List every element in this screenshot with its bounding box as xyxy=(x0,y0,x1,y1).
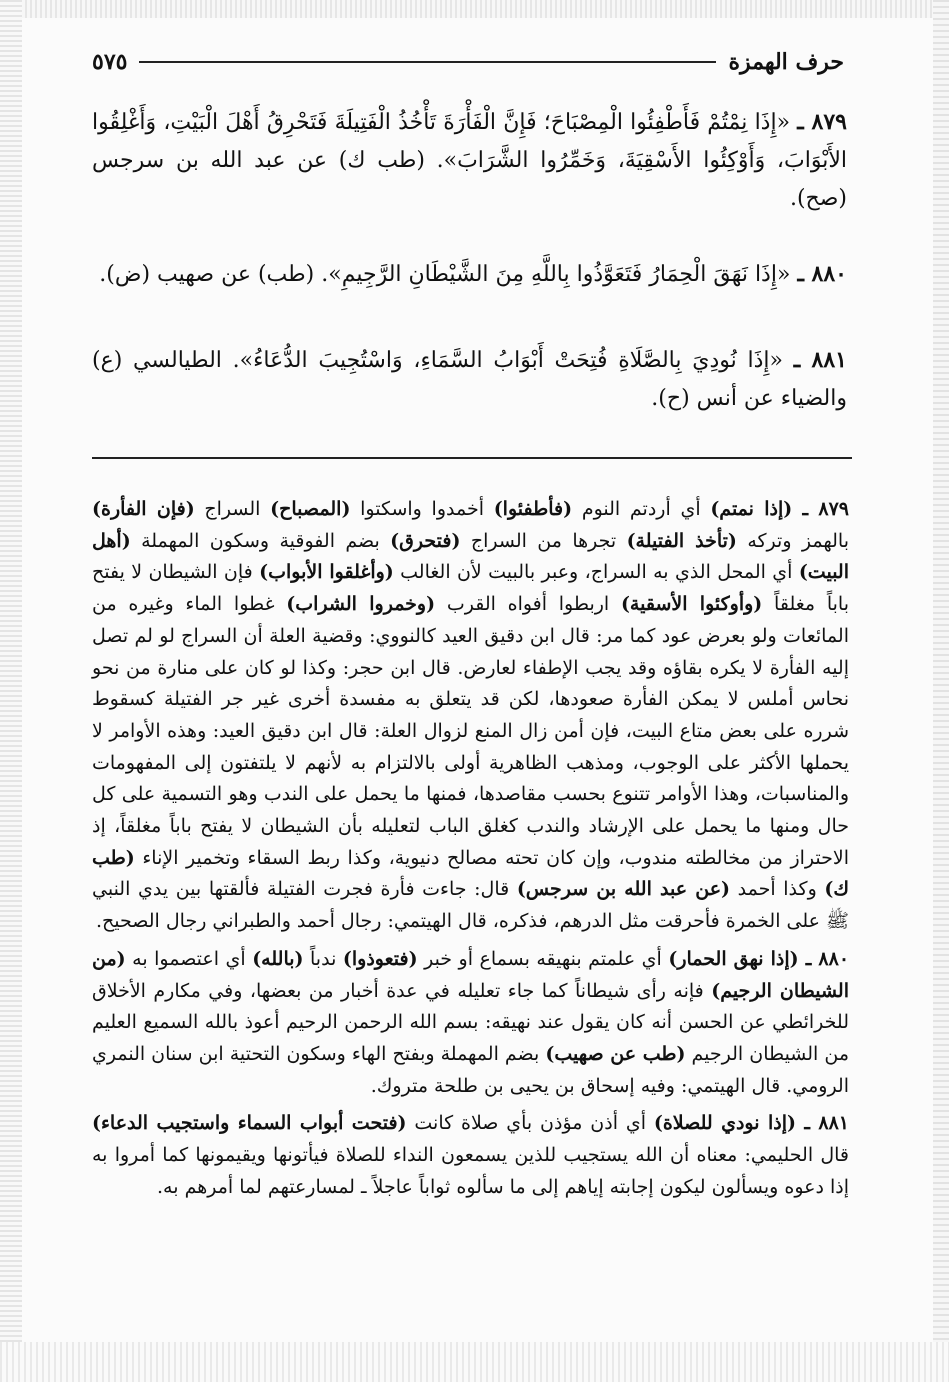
commentary-quoted-term: (إذا نودي للصلاة) xyxy=(653,1112,796,1135)
commentary-quoted-term: (طب ك) xyxy=(92,846,850,901)
commentary-text: أي أردتم النوم xyxy=(572,498,711,520)
scan-edge-top xyxy=(0,0,949,18)
hadith-879 xyxy=(92,103,847,218)
commentary-quoted-term: (أهل البيت) xyxy=(92,529,849,584)
hadith-text: «إِذَا نَهَقَ الْحِمَارُ فَتَعَوَّذُوا بِاللَّهِ مِنَ الشَّيْطَانِ الرَّجِيمِ». (طب) عن صهيب (ض). xyxy=(99,262,791,287)
commentary-text: أي أذن مؤذن بأي صلاة كانت xyxy=(406,1112,654,1135)
commentary-text: أخمدوا واسكتوا xyxy=(350,498,494,520)
header-rule xyxy=(139,61,716,63)
scan-edge-left xyxy=(0,0,22,1382)
hadith-text: «إِذَا نِمْتُمْ فَأَطْفِئُوا الْمِصْبَاحَ؛ فَإِنَّ الْفَأْرَةَ تَأْخُذُ الْفَتِيلَةَ فَتَحْرِقُ أَهْلَ الْبَيْتِ، وَأَغْلِقُوا الأَبْوَابَ، وَأَوْكِئُوا الأَسْقِيَةَ، وَخَمِّرُوا الشَّرَابَ». (طب ك) عن عبد الله بن سرجس (صح). xyxy=(92,110,847,211)
hadith-881 xyxy=(92,341,847,418)
commentary-text: ندباً xyxy=(303,947,343,970)
commentary-quoted-term: (فإن الفأرة) xyxy=(92,498,195,520)
commentary-quoted-term: (إذا نهق الحمار) xyxy=(668,947,799,970)
commentary-quoted-term: (بالله) xyxy=(252,947,304,970)
hadith-number: ٨٧٩ ـ xyxy=(797,109,847,135)
commentary-number: ٨٨٠ ـ xyxy=(798,947,850,970)
commentary-text: أي اعتصموا به xyxy=(125,947,253,970)
hadith-number: ٨٨٠ ـ xyxy=(797,261,847,287)
commentary-quoted-term: (وخمروا الشراب) xyxy=(286,593,436,616)
commentary-text: غطوا الماء وغيره من المائعات ولو بعرض عود كما مر: قال ابن دقيق العيد كالنووي: وقضية العلة أن السراج لو لم تصل إليه الفأرة لا يكره بقاؤه وقد يجب الإطفاء لعارض. قال ابن حجر: وكذا لو كان على منارة من نحو نحاس أملس لا يمكن الفأرة صعودها، لكن قد يتعلق به مفسدة أخرى غير جر الفتيلة كسقوط شرره على بعض متاع البيت، فإن أمن زال المنع لزوال العلة: قال ابن دقيق العيد: وهذه الأوامر لا يحملها الأكثر على الوجوب، ومذهب الظاهرية أولى بالالتزام به لأنهم لا يلتفتون إلى المفهومات والمناسبات، وهذا الأوامر تتنوع بحسب مقاصدها، فمنها ما يحمل على الندب وهو التسمية على كل حال ومنها ما يحمل على الإرشاد والندب كغلق الباب لتعليله بأن الشيطان لا يفتح باباً مغلقاً، إذ الاحتراز من مخالطته مندوب، وإن كان تحته مصالح دنيوية، وكذا ربط السقاء وتخمير الإناء xyxy=(92,593,849,869)
commentary-text: قال الحليمي: معناه أن الله يستجيب للذين يسمعون النداء للصلاة فيأتونها ويقيمونها كما أمروا به إذا دعوه ويسألون ليكون إجابته إياهم إلى ما سألوه ثواباً عاجلاً ـ لمسارعتهم لما أمرهم به. xyxy=(92,1144,849,1198)
scan-edge-bottom xyxy=(0,1342,949,1382)
commentary-text: بضم المهملة وبفتح الهاء وسكون التحتية ابن سنان النمري الرومي. قال الهيتمي: وفيه إسحاق بن يحيى بن طلحة متروك. xyxy=(92,1042,849,1097)
commentary-quoted-term: (فتحرق) xyxy=(390,529,461,552)
commentary-quoted-term: (فأطفئوا) xyxy=(493,498,573,520)
commentary-paragraph xyxy=(92,494,849,938)
commentary-text: تجرها من السراج xyxy=(460,529,627,552)
commentary-quoted-term: (المصباح) xyxy=(270,498,351,520)
page-number: ٥٧٥ xyxy=(92,49,128,75)
commentary-section xyxy=(92,494,849,1209)
commentary-quoted-term: (عن عبد الله بن سرجس) xyxy=(516,878,731,901)
commentary-text: قال: جاءت فأرة فجرت الفتيلة فألقتها بين يدي النبي ﷺ على الخمرة فأحرقت مثل الدرهم، فذكره، قال الهيتمي: رجال أحمد والطبراني رجال الصحيح. xyxy=(92,878,849,933)
commentary-quoted-term: (فتعوذوا) xyxy=(342,947,418,970)
commentary-text: بضم الفوقية وسكون المهملة xyxy=(130,529,391,552)
running-header xyxy=(92,44,844,80)
footnote-divider xyxy=(92,457,852,459)
scan-edge-right xyxy=(933,0,949,1382)
hadith-text: «إِذَا نُودِيَ بِالصَّلَاةِ فُتِحَتْ أَبْوَابُ السَّمَاءِ، وَاسْتُجِيبَ الدُّعَاءُ». الطيالسي (ع) والضياء عن أنس (ح). xyxy=(92,348,847,411)
commentary-quoted-term: (من الشيطان الرجيم) xyxy=(92,947,849,1002)
commentary-paragraph xyxy=(92,944,849,1103)
commentary-text: فإن الشيطان لا يفتح باباً مغلقاً xyxy=(92,561,849,616)
hadith-number: ٨٨١ ـ xyxy=(793,347,847,373)
commentary-quoted-term: (إذا نمتم) xyxy=(710,498,793,520)
commentary-text: أي المحل الذي به السراج، وعبر بالبيت لأن الغالب xyxy=(393,561,799,584)
commentary-number: ٨٧٩ ـ xyxy=(792,498,850,520)
commentary-text: أي علمتم بنهيقه بسماع أو خبر xyxy=(417,947,669,970)
commentary-paragraph xyxy=(92,1108,849,1203)
commentary-quoted-term: (وأوكئوا الأسقية) xyxy=(620,593,763,616)
commentary-quoted-term: (تأخذ الفتيلة) xyxy=(626,529,737,552)
commentary-text: بالهمز وتركه xyxy=(736,529,849,552)
hadith-880 xyxy=(92,255,847,294)
chapter-title: حرف الهمزة xyxy=(728,49,844,75)
commentary-quoted-term: (وأغلقوا الأبواب) xyxy=(259,561,394,584)
commentary-text: فإنه رأى شيطاناً كما جاء تعليله في عدة أخبار من بعضها، وفي مكارم الأخلاق للخرائطي عن الحسن أنه كان يقول عند نهيقه: بسم الله الرحمن الرحيم أعوذ بالله السميع العليم من الشيطان الرجيم xyxy=(92,979,850,1065)
commentary-quoted-term: (طب عن صهيب) xyxy=(545,1042,686,1065)
commentary-text: السراج xyxy=(194,498,271,520)
commentary-text: اربطوا أفواه القرب xyxy=(435,593,621,616)
commentary-number: ٨٨١ ـ xyxy=(795,1112,849,1135)
commentary-quoted-term: (فتحت أبواب السماء واستجيب الدعاء) xyxy=(92,1112,407,1135)
commentary-text: وكذا أحمد xyxy=(730,878,825,901)
